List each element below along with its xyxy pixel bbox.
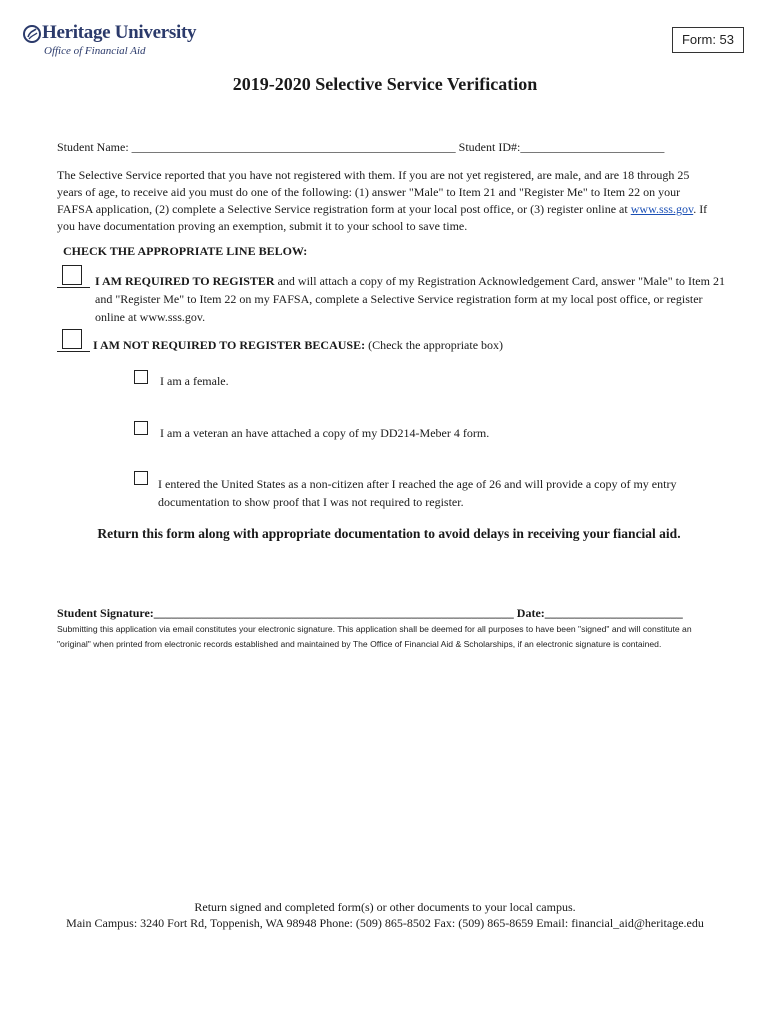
- student-id-label: Student ID#:: [455, 140, 521, 154]
- electronic-signature-disclaimer: Submitting this application via email constitutes your electronic signature. This application shall be deemed for all purposes to have been "signed" and will constitute an "original" when printed from electronic records established and maintained by The Office of Financial Aid & Scholarships, if an electronic signature is contained.: [57, 624, 692, 649]
- veteran-checkbox[interactable]: [134, 421, 148, 435]
- footer-return-note: Return signed and completed form(s) or other documents to your local campus.: [194, 900, 576, 914]
- return-instructions: Return this form along with appropriate documentation to avoid delays in receiving your fiancial aid.: [97, 526, 681, 541]
- student-id-field[interactable]: ________________________: [520, 140, 665, 154]
- intro-text: The Selective Service reported that you have not registered with them. If you are not yet registered, are male, and are 18 through 25 years of age, to receive aid you must do one of the following: (1) answer "Male" to Item 21 and "Register Me" to Item 22 on your FAFSA application, (2) complete a Selective Service registration form at your local post office, or (3) register online at: [57, 168, 690, 216]
- veteran-reason-label: I am a veteran an have attached a copy of my DD214-Meber 4 form.: [160, 426, 490, 440]
- required-to-register-label: I AM REQUIRED TO REGISTER: [95, 274, 275, 288]
- page-title: 2019-2020 Selective Service Verification: [232, 74, 538, 94]
- not-required-option: [93, 338, 503, 353]
- logo-name: Heritage University: [42, 22, 197, 43]
- footer-contact-info: Main Campus: 3240 Fort Rd, Toppenish, WA 98948 Phone: (509) 865-8502 Fax: (509) 865-8659 Email: financial_aid@heritage.edu: [66, 916, 704, 930]
- required-to-register-checkbox[interactable]: [62, 265, 82, 285]
- signature-row: [57, 606, 683, 621]
- logo-subtitle: Office of Financial Aid: [44, 45, 146, 57]
- student-info-row: [57, 140, 664, 155]
- non-citizen-checkbox[interactable]: [134, 471, 148, 485]
- student-name-label: Student Name:: [57, 140, 132, 154]
- not-required-label: I AM NOT REQUIRED TO REGISTER BECAUSE:: [93, 338, 366, 352]
- non-citizen-reason-label: I entered the United States as a non-citizen after I reached the age of 26 and will provide a copy of my entry documentation to show proof that I was not required to register.: [158, 477, 677, 509]
- not-required-text: (Check the appropriate box): [365, 338, 504, 352]
- date-field[interactable]: _______________________: [544, 606, 683, 620]
- female-reason-label: I am a female.: [160, 374, 229, 388]
- sss-link[interactable]: www.sss.gov: [630, 202, 694, 216]
- check-heading: CHECK THE APPROPRIATE LINE BELOW:: [63, 244, 308, 258]
- logo-mark-icon: [22, 24, 42, 44]
- required-to-register-option: [95, 272, 735, 326]
- female-checkbox[interactable]: [134, 370, 148, 384]
- signature-field[interactable]: ____________________________________________________________: [153, 606, 514, 620]
- not-required-line: [57, 351, 90, 352]
- student-name-field[interactable]: ______________________________________________________: [131, 140, 456, 154]
- intro-paragraph: [57, 167, 717, 235]
- not-required-checkbox[interactable]: [62, 329, 82, 349]
- form-number-badge: Form: 53: [672, 27, 744, 53]
- signature-label: Student Signature:: [57, 606, 154, 620]
- required-to-register-line: [57, 287, 90, 288]
- required-to-register-text: and will attach a copy of my Registration Acknowledgement Card, answer "Male" to Item 21 and "Register Me" to Item 22 on my FAFSA, complete a Selective Service registration form at my local post office, or register online at www.sss.gov.: [95, 274, 725, 324]
- university-logo: [22, 22, 222, 62]
- intro-text-end: . If you have documentation proving an exemption, submit it to your school to save time.: [57, 202, 708, 233]
- date-label: Date:: [513, 606, 545, 620]
